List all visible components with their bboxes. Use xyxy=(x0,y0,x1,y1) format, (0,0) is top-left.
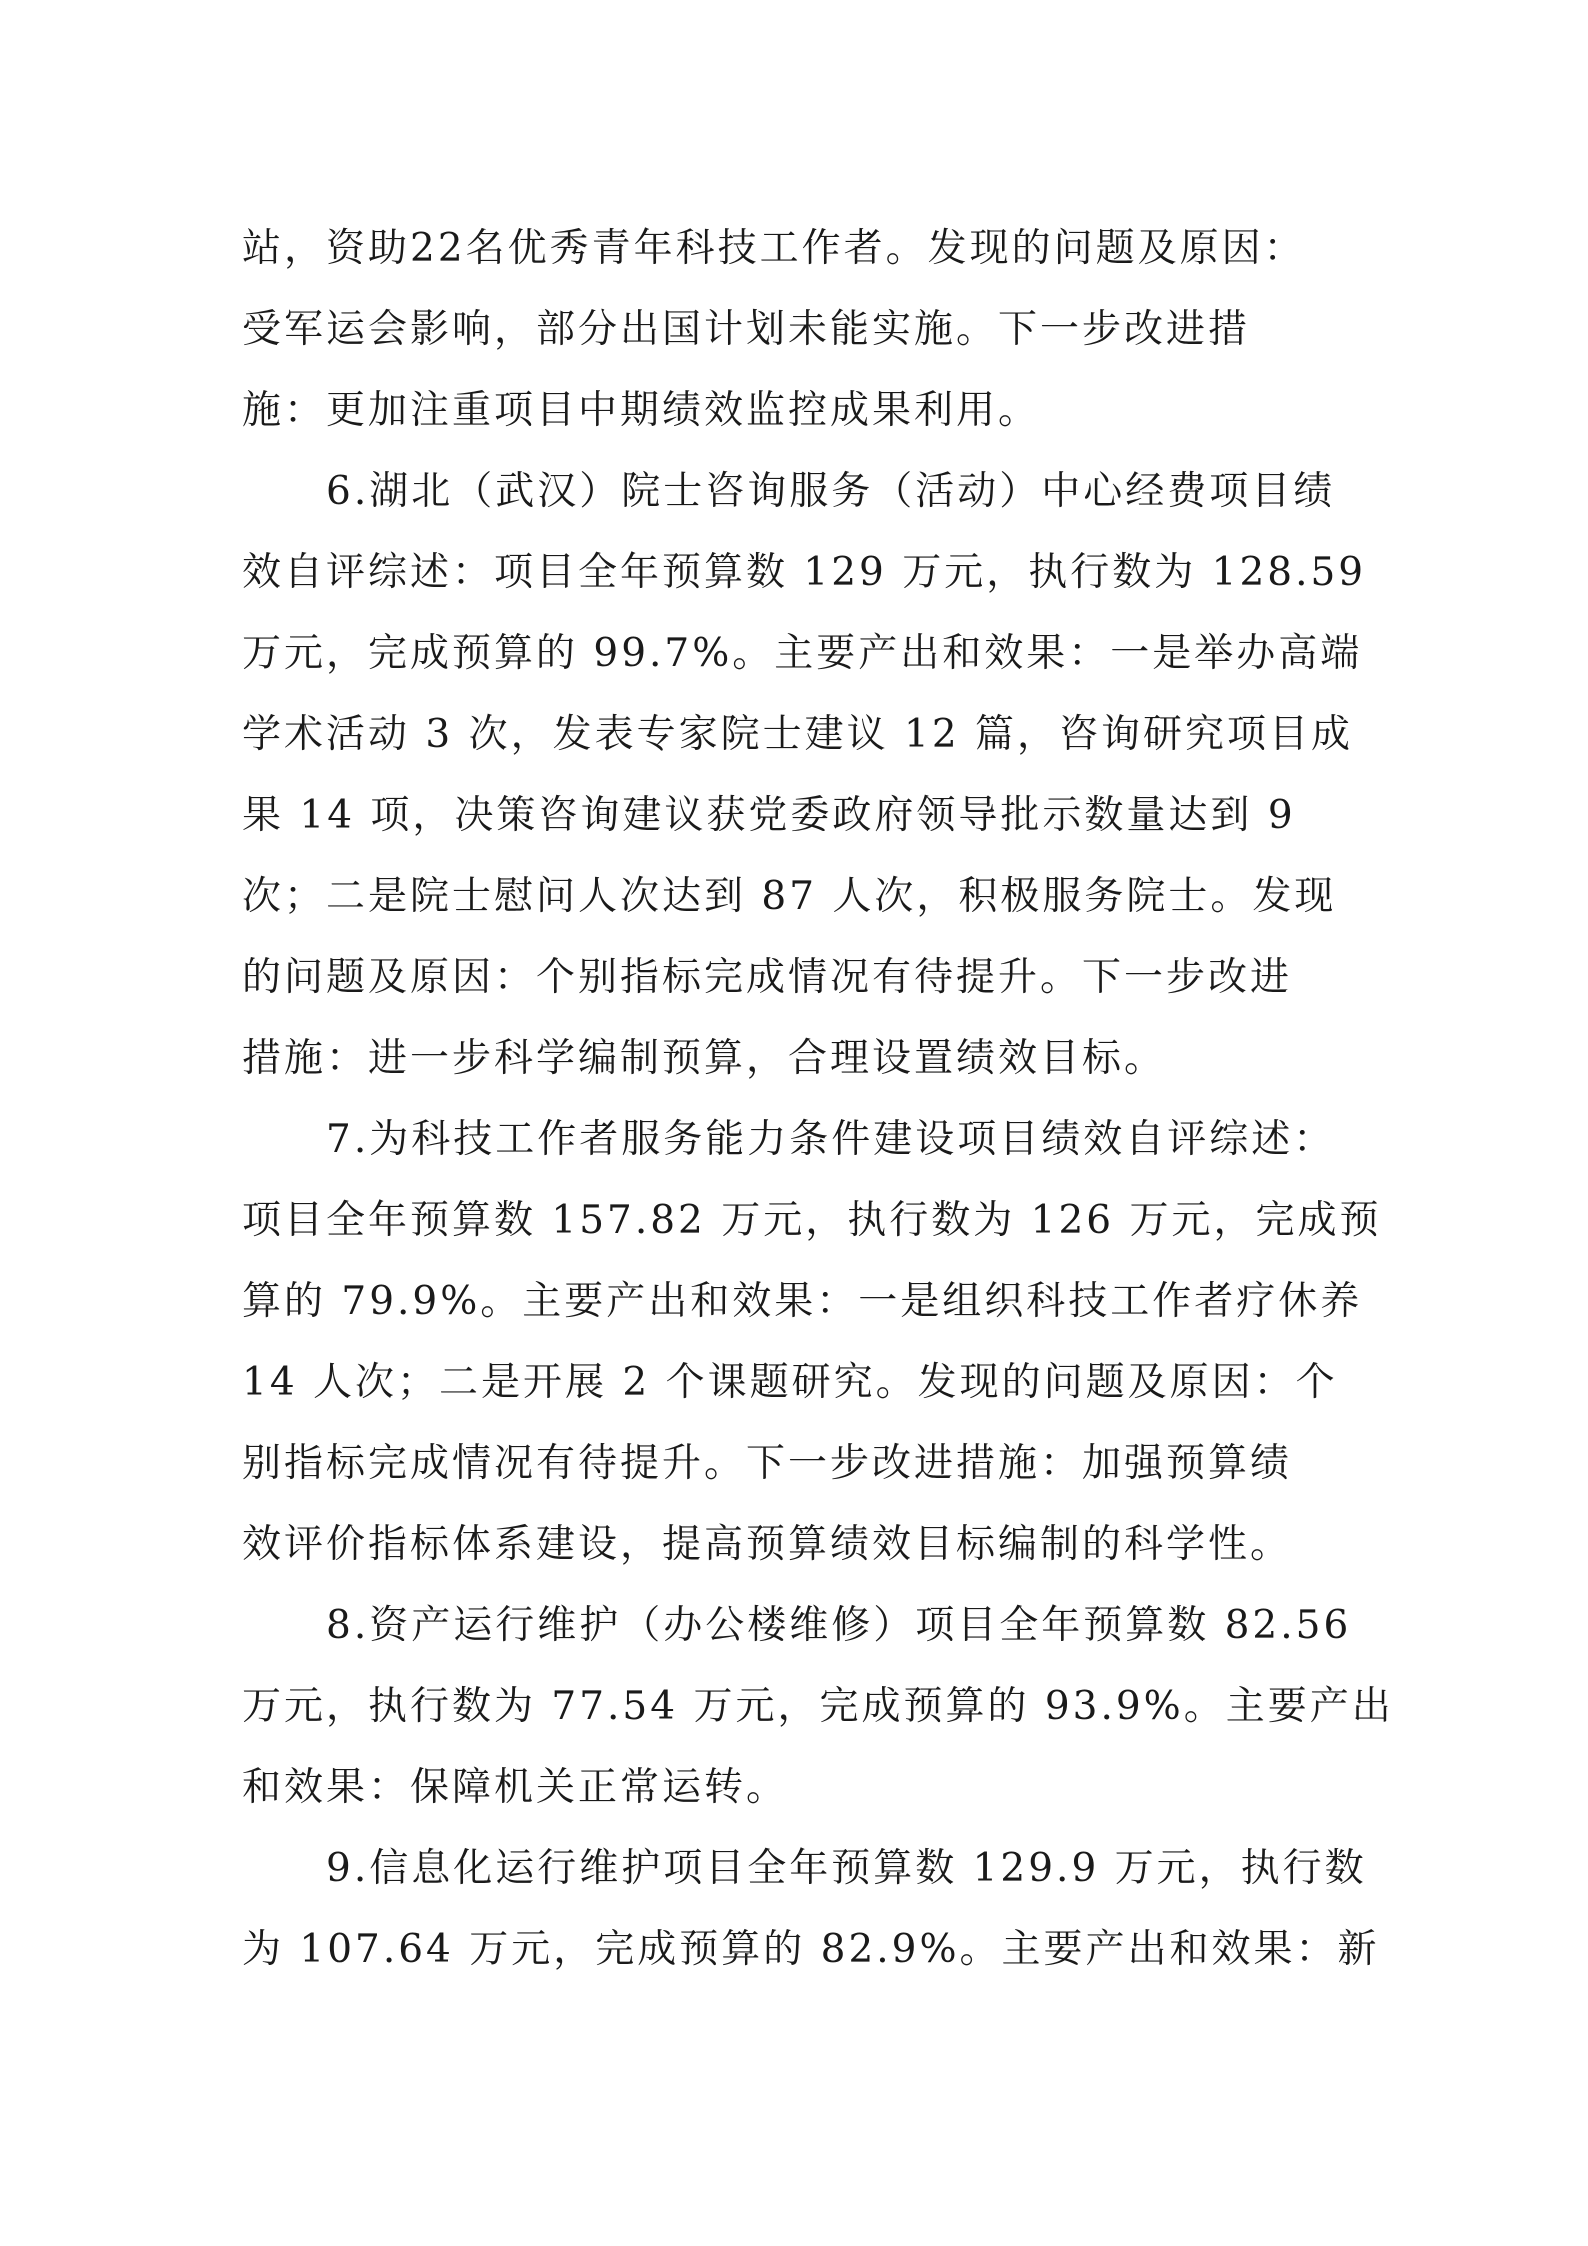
text-line: 次；二是院士慰问人次达到 87 人次，积极服务院士。发现 xyxy=(242,874,1337,919)
text-line: 万元，完成预算的 99.7%。主要产出和效果：一是举办高端 xyxy=(242,631,1363,676)
text-line: 和效果：保障机关正常运转。 xyxy=(242,1765,789,1810)
text-line: 别指标完成情况有待提升。下一步改进措施：加强预算绩 xyxy=(242,1441,1293,1486)
text-line: 为 107.64 万元，完成预算的 82.9%。主要产出和效果：新 xyxy=(242,1927,1380,1972)
text-line: 效评价指标体系建设，提高预算绩效目标编制的科学性。 xyxy=(242,1522,1293,1567)
text-line: 14 人次；二是开展 2 个课题研究。发现的问题及原因：个 xyxy=(242,1360,1338,1405)
text-line: 9.信息化运行维护项目全年预算数 129.9 万元，执行数 xyxy=(326,1846,1367,1891)
text-line: 站，资助22名优秀青年科技工作者。发现的问题及原因： xyxy=(242,226,1306,271)
text-line: 万元，执行数为 77.54 万元，完成预算的 93.9%。主要产出 xyxy=(242,1684,1394,1729)
text-line: 措施：进一步科学编制预算，合理设置绩效目标。 xyxy=(242,1036,1167,1081)
text-line: 施：更加注重项目中期绩效监控成果利用。 xyxy=(242,388,1041,433)
text-line: 7.为科技工作者服务能力条件建设项目绩效自评综述： xyxy=(326,1117,1336,1162)
text-line: 效自评综述：项目全年预算数 129 万元，执行数为 128.59 xyxy=(242,550,1367,595)
text-line: 果 14 项，决策咨询建议获党委政府领导批示数量达到 9 xyxy=(242,793,1296,838)
text-line: 6.湖北（武汉）院士咨询服务（活动）中心经费项目绩 xyxy=(326,469,1336,514)
text-line: 受军运会影响，部分出国计划未能实施。下一步改进措 xyxy=(242,307,1251,352)
body-text xyxy=(242,208,1394,1990)
text-line: 8.资产运行维护（办公楼维修）项目全年预算数 82.56 xyxy=(326,1603,1352,1648)
text-line: 学术活动 3 次，发表专家院士建议 12 篇，咨询研究项目成 xyxy=(242,712,1354,757)
text-line: 算的 79.9%。主要产出和效果：一是组织科技工作者疗休养 xyxy=(242,1279,1363,1324)
text-line: 项目全年预算数 157.82 万元，执行数为 126 万元，完成预 xyxy=(242,1198,1382,1243)
text-line: 的问题及原因：个别指标完成情况有待提升。下一步改进 xyxy=(242,955,1293,1000)
